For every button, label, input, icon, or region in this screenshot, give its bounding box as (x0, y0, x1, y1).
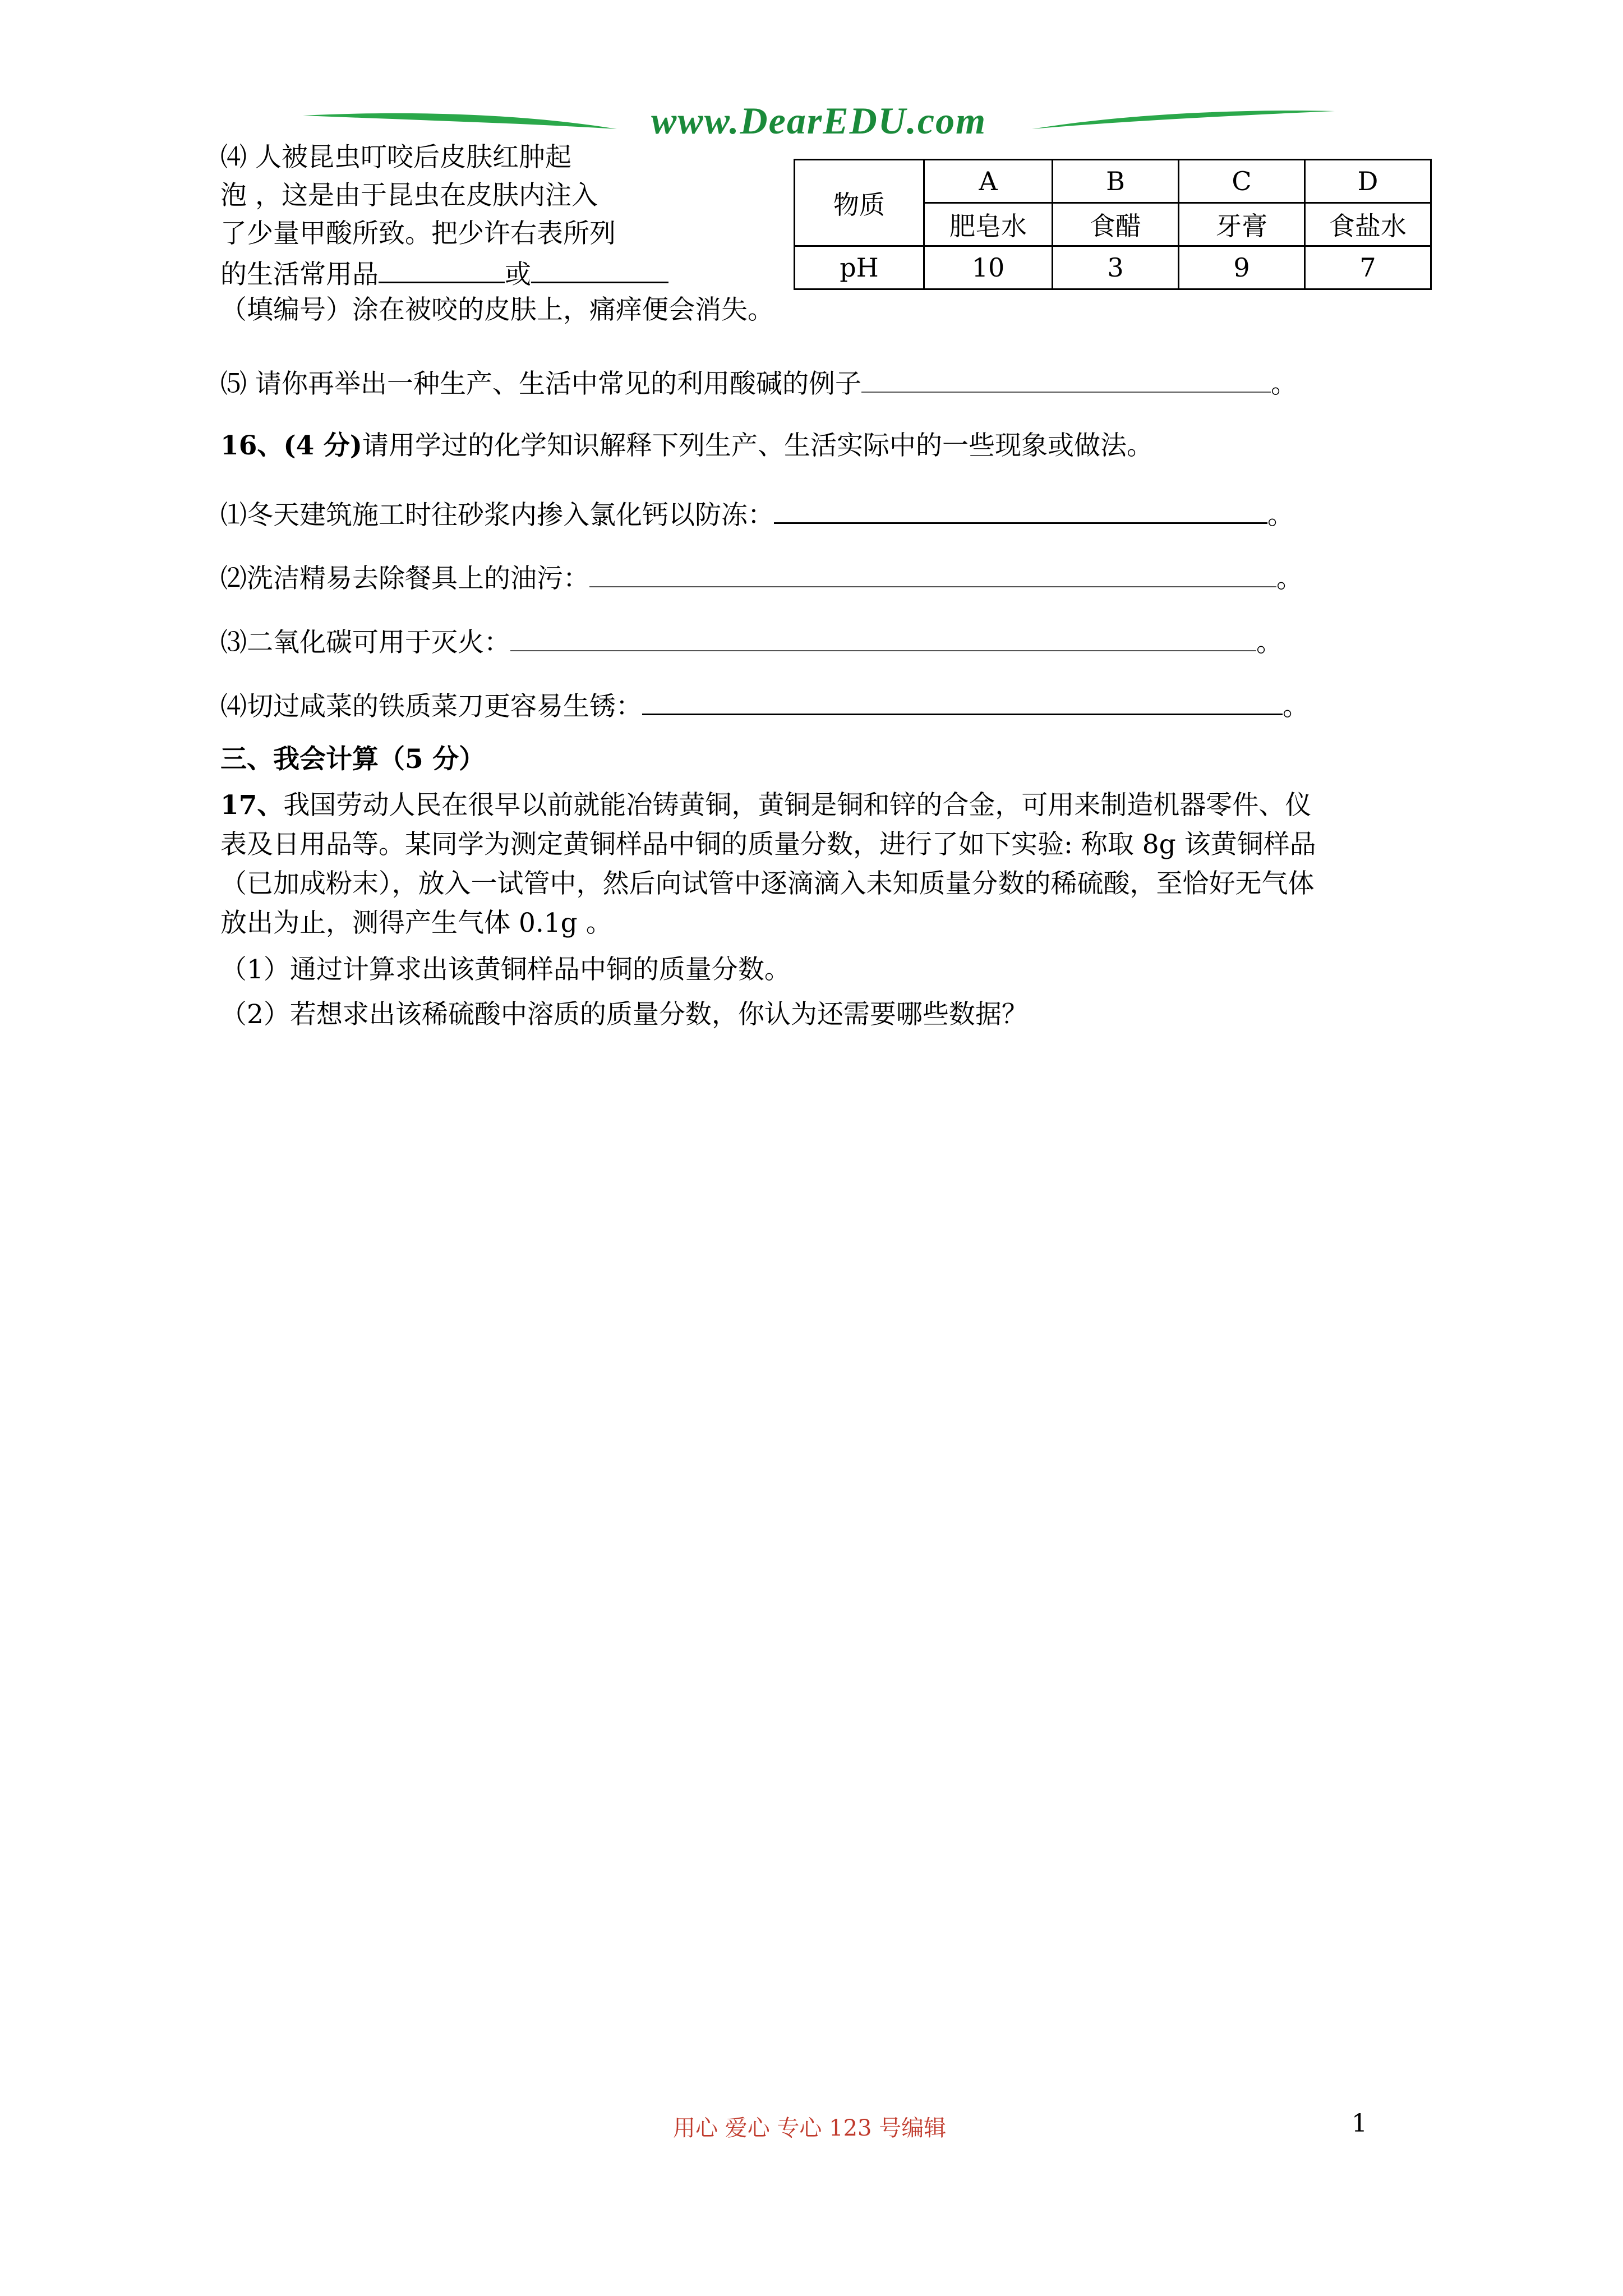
q5-line (220, 366, 1297, 401)
q16-answer-blank-1[interactable] (774, 496, 1267, 524)
q16-item-2-end: 。 (1276, 563, 1303, 594)
q16-item-3 (220, 624, 1283, 659)
q5-text: ⑸ 请你再举出一种生产、生活中常见的利用酸碱的例子 (220, 369, 861, 399)
q16-item-4-text: ⑷切过咸菜的铁质菜刀更容易生锈： (220, 691, 642, 722)
q16-item-4 (220, 688, 1309, 723)
q17-number: 17、 (220, 790, 284, 821)
table-header-substance: 物质 (795, 160, 924, 246)
q16-number: 16、 (220, 430, 284, 461)
q16-item-1-end: 。 (1267, 500, 1294, 531)
table-code-c: C (1179, 160, 1305, 203)
ph-table (794, 159, 1432, 290)
q16-item-2 (220, 560, 1303, 595)
q4-line3: 了少量甲酸所致。把少许右表所列 (220, 218, 616, 249)
footer-editor-note: 用心 爱心 专心 123 号编辑 (673, 2115, 947, 2141)
q16-item-4-end: 。 (1283, 691, 1309, 722)
q16-item-2-text: ⑵洗洁精易去除餐具上的油污： (220, 563, 589, 594)
table-ph-c: 9 (1179, 246, 1305, 289)
table-name-b: 食醋 (1053, 203, 1179, 246)
table-name-d: 食盐水 (1305, 203, 1431, 246)
q4-line4 (220, 256, 668, 291)
q16-item-1-text: ⑴冬天建筑施工时往砂浆内掺入氯化钙以防冻： (220, 500, 774, 531)
table-code-a: A (924, 160, 1053, 203)
table-ph-a: 10 (924, 246, 1053, 289)
table-ph-label: pH (795, 246, 924, 289)
q16-answer-blank-3[interactable] (510, 624, 1256, 651)
table-ph-b: 3 (1053, 246, 1179, 289)
q4-line1: ⑷ 人被昆虫叮咬后皮肤红肿起 (220, 142, 571, 173)
table-code-d: D (1305, 160, 1431, 203)
q4-answer-blank-2[interactable] (531, 256, 668, 283)
q4-line4-or: 或 (505, 259, 531, 290)
table-ph-d: 7 (1305, 246, 1431, 289)
q16-heading (220, 430, 1153, 462)
logo-text: www.DearEDU.com (651, 99, 986, 142)
q5-end: 。 (1270, 369, 1297, 399)
q17-line-2: 表及日用品等。某同学为测定黄铜样品中铜的质量分数，进行了如下实验: 称取 8g 该黄铜样品 (220, 829, 1316, 860)
q16-item-3-end: 。 (1256, 627, 1283, 658)
q16-item-3-text: ⑶二氧化碳可用于灭火： (220, 627, 510, 658)
q4-line5: （填编号）涂在被咬的皮肤上，痛痒便会消失。 (220, 295, 774, 325)
q16-item-1 (220, 496, 1294, 532)
q4-line4-prefix: 的生活常用品 (220, 259, 379, 290)
table-code-b: B (1053, 160, 1179, 203)
q4-line2: 泡 ，这是由于昆虫在皮肤内注入 (220, 180, 598, 211)
q17-line-1 (220, 789, 1311, 822)
q5-answer-blank[interactable] (861, 366, 1271, 393)
table-name-a: 肥皂水 (924, 203, 1053, 246)
q17-line-4: 放出为止，测得产生气体 0.1g 。 (220, 908, 612, 938)
q16-answer-blank-4[interactable] (642, 688, 1283, 715)
q17-sub-2: （2）若想求出该稀硫酸中溶质的质量分数，你认为还需要哪些数据？ (220, 999, 1028, 1030)
section-3-title: 三、我会计算（5 分） (220, 744, 486, 775)
q4-answer-blank-1[interactable] (379, 256, 505, 283)
table-name-c: 牙膏 (1179, 203, 1305, 246)
q16-answer-blank-2[interactable] (589, 560, 1276, 587)
q17-line-1-text: 我国劳动人民在很早以前就能冶铸黄铜，黄铜是铜和锌的合金，可用来制造机器零件、仪 (283, 790, 1312, 821)
q16-score: (4 分) (283, 430, 362, 461)
q17-line-3: （已加成粉末），放入一试管中，然后向试管中逐滴滴入未知质量分数的稀硫酸，至恰好无气体 (220, 868, 1315, 899)
page-number: 1 (1352, 2109, 1367, 2138)
q17-sub-1: （1）通过计算求出该黄铜样品中铜的质量分数。 (220, 954, 791, 985)
q16-text: 请用学过的化学知识解释下列生产、生活实际中的一些现象或做法。 (362, 430, 1153, 461)
